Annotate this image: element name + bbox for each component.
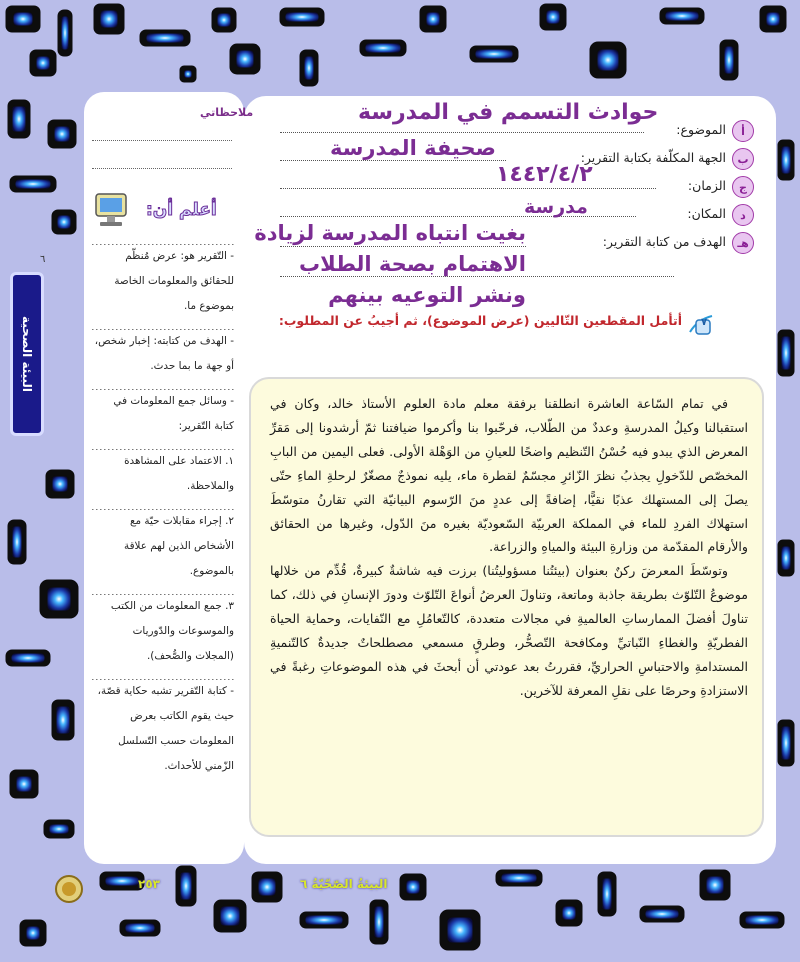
passage-paragraph-1: في تمام السّاعة العاشرة انطلقنا برفقة معلم مادة العلوم الأستاذ خالد، وكان في استقبالنا وكيلُ المدرسةِ وعددٌ من الطّلاب، فرحّبوا بنا وأكرموا ضيافتنا ثمّ أرشدونا إلى مَقرِّ المعرض الذي يبدو فيه حُسْنُ التّنظيم واضحًا للعيانِ من الوَهْلة الأولى. فعلى اليمين من البابِ المخصّص للدّخولِ يجذبُ نظرَ الزّائرِ مجسّمٌ لقطرة ماء، يليه نموذجٌ مصغّرٌ لرحلةِ الماءِ حتّى يصلَ إلى المستهلك عذبًا نقيًّا، إضافةً إلى عددٍ منَ الرّسوم البيانيّة التي تقارنُ متوسّطَ استهلاك الفردِ للماء في المملكة العربيّة السّعوديّة بغيره منَ الدّول، وغيرها من الحقائق والأرقام المقدّمة من وزارةِ البيئة والمياهِ والزراعة. — [270, 396, 748, 555]
form-field-date — [688, 176, 754, 202]
sidebar-paragraph: ٢. إجراء مقابلات حيّة مع الأشخاص الذين لهم علاقة بالموضوع. — [92, 509, 234, 584]
answer-line — [280, 188, 656, 189]
field-label: الجهة المكلّفة بكتابة التقرير: — [580, 150, 726, 165]
answer-place: مدرسة — [524, 196, 588, 218]
unit-tab — [10, 272, 44, 436]
answer-agency: صحيفة المدرسة — [330, 136, 496, 160]
field-label: الهدف من كتابة التقرير: — [602, 234, 726, 249]
sidebar-paragraph: - التّقرير هو: عرض مُنظّم للحقائق والمعلومات الخاصة بموضوع ما. — [92, 244, 234, 319]
field-letter: أ — [732, 120, 754, 142]
page-number: ٢٥٣ — [138, 877, 160, 891]
exercise-number: ٧ — [700, 317, 708, 328]
field-label: الموضوع: — [676, 122, 726, 137]
passage-paragraph-2: وتوسّطَ المعرضَ ركنٌ بعنوان (بيئتُنا مسؤوليتُنا) برزت فيه شاشةٌ كبيرةٌ، قُدِّم من خلالها موضوعُ التّلوّث بطريقة جاذبة وماتعة، وتناولَ العرضُ أنواعَ التّلوّث ودورَ الإنسانِ في ذلك، كما تناولَ أفضلَ الممارساتِ العالميةِ في مجالات متعددة، كالتّعامُلِ مع النّفايات، وحماية الحياة الفطريّةِ والغطاءِ النّباتيِّ ومكافحة التّصحُّر، وطرقٍ مسمعي مصطلحاتٌ جديدةٌ كالتّنميةِ المستدامةِ والاحتباسِ الحراريِّ، فقررتُ بعد عودتي أن أبحثَ في هذه الموضوعاتِ رغبةً في الاستزادةِ وحرصًا على نقلِ المعرفة للآخرين. — [270, 563, 748, 698]
notes-line — [92, 140, 232, 141]
answer-line — [280, 160, 506, 161]
sidebar-paragraph: - الهدف من كتابته: إخبار شخص، أو جهة ما بما حدث. — [92, 329, 234, 379]
know-title: أعلم أن: — [146, 200, 217, 220]
sidebar-paragraph: - كتابة التّقرير تشبه حكاية قصّة، حيث يقوم الكاتب بعرض المعلومات حسب التّسلسل الزّمني للأحداث. — [92, 679, 234, 779]
sidebar-paragraph: ١. الاعتماد على المشاهدة والملاحظة. — [92, 449, 234, 499]
sidebar-paragraph: - وسائل جمع المعلومات في كتابة التّقرير: — [92, 389, 234, 439]
notes-line — [92, 168, 232, 169]
answer-line — [280, 132, 644, 133]
book-corner-icon — [54, 874, 84, 904]
form-field-topic — [676, 120, 754, 146]
field-letter: ب — [732, 148, 754, 170]
unit-tab-number: ٦ — [40, 254, 46, 265]
field-letter: ج — [732, 176, 754, 198]
answer-date: ١٤٤٢/٤/٢ — [496, 162, 593, 187]
field-letter: هـ — [732, 232, 754, 254]
field-label: المكان: — [687, 206, 726, 221]
answer-topic: حوادث التسمم في المدرسة — [358, 100, 659, 125]
form-field-place — [687, 204, 754, 230]
exercise-instruction: أتأمل المقطعين التّاليين (عرض الموضوع)، ثم أجيبُ عن المطلوب: — [278, 313, 682, 328]
form-field-goal — [603, 232, 754, 258]
field-letter: د — [732, 204, 754, 226]
sidebar-paragraph: ٣. جمع المعلومات من الكتب والموسوعات والدّوريات (المجلات والصُّحف). — [92, 594, 234, 669]
unit-tab-label: البيئة الصحية — [20, 315, 34, 393]
book-title: البيئةُ الصّحّيّةُ ٦ — [300, 877, 388, 891]
notes-title: ملاحظاتي — [200, 106, 254, 119]
reading-passage — [270, 392, 748, 703]
answer-goal: بغيت انتباه المدرسة لزيادة الاهتمام بصحة الطلاب ونشر التوعيه بينهم — [254, 221, 526, 307]
form-field-agency — [581, 148, 754, 174]
field-label: الزمان: — [687, 178, 726, 193]
sidebar-notes — [92, 244, 234, 789]
